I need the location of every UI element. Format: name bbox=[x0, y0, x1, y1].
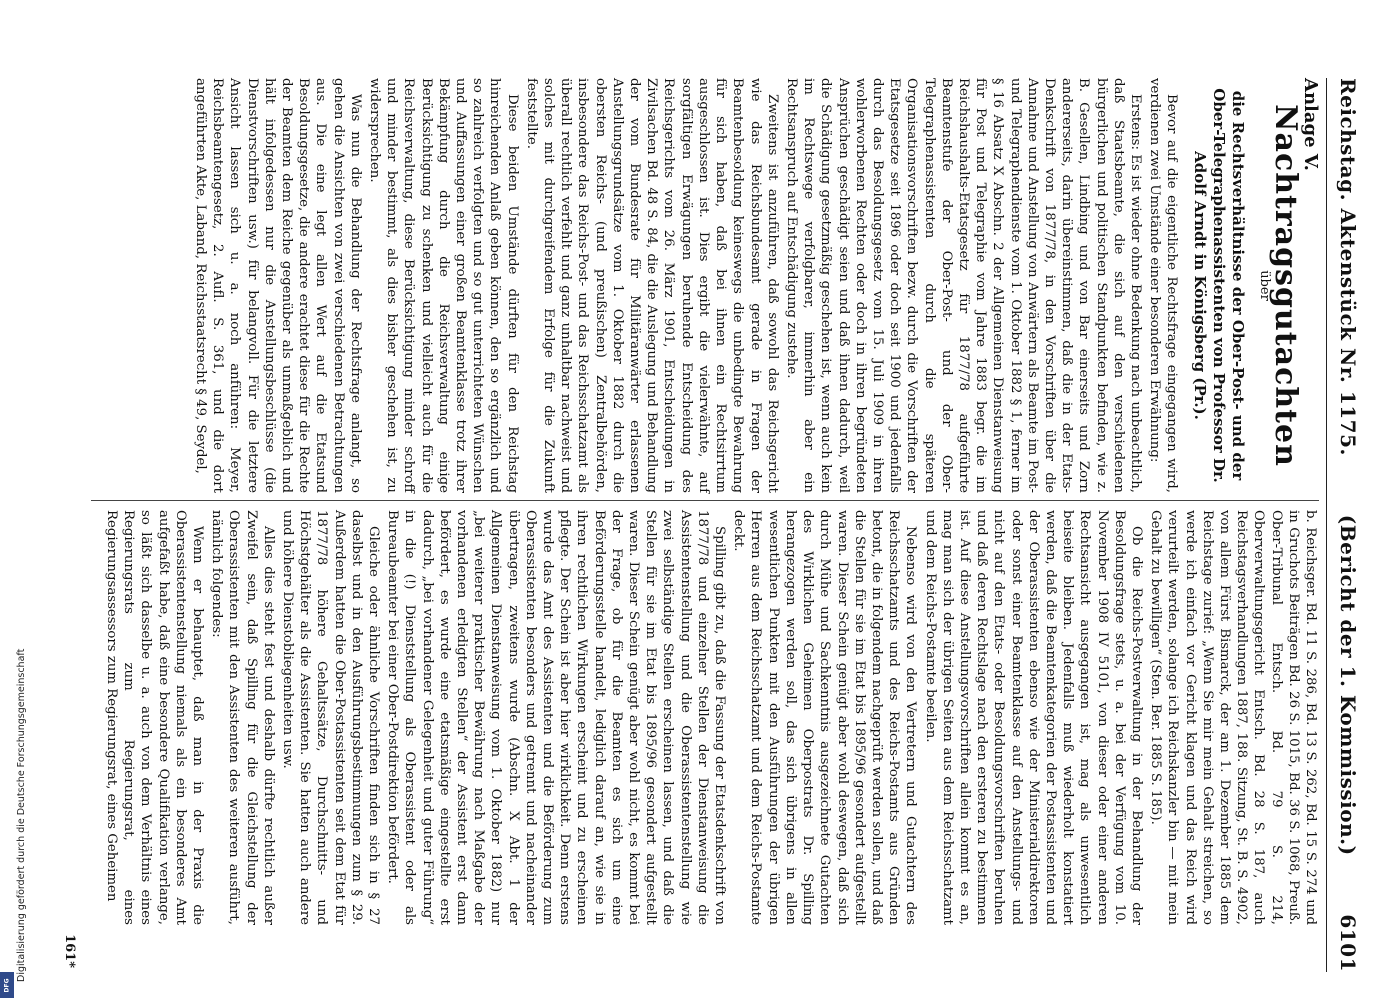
paragraph: Was nun die Behandlung der Rechtsfrage anlangt, so gehen die Ansichten von zwei verschiedenen Betrachtungen aus. Die eine legt allen Wert auf die Etatsund Besoldungsgesetze, die andere erachtet diese für die Rechte der Beamten dem Reiche gegenüber als unmaßgeblich und hält infolgedessen nur die Anstellungsbeschlüsse (die Dienstvorschriften usw.) für belangvoll. Für die letztere Ansicht lassen sich u. a. noch anführen: Meyer, Reichsbeamtengesetz, 2. Aufl. S. 361, und die dort angeführten Akte, Laband, Reichsstaatsrecht § 49, Seydel, bbox=[193, 78, 363, 493]
dfg-logo: DFG bbox=[0, 972, 14, 998]
paragraph: Erstens: Es ist wieder ohne Bedenkung nach unbeachtlich, daß Staatsbeamte, die sich auf den verschiedenen bürgerlichen und politischen Standpunkten befinden, wie z. B. Gesellen, Lindbing und von Bar einerseits und Zorn andererseits, darin übereinstimmen, daß die in der Etats-Denkschrift von 1877/78, in den Vorschriften über die Annahme und Anstellung von Anwärtern als Beamte im Post- und Telegraphendienste vom 1. Oktober 1882 § 1, ferner im § 16 Absatz X Abschn. 2 der Allgemeinen Dienstanweisung für Post und Telegraphie vom Jahre 1883 begr. die im Reichshaushalts-Etatsgesetz für 1877/78 aufgeführte Beamtenstufe der Ober-Post- und der Ober-Telegraphenassistenten durch die späteren Organisationsvorschriften bezw. durch die Vorschriften der Etatsgesetze seit 1896 oder doch seit 1900 und jedenfalls durch das Besoldungsgesetz vom 15. Juli 1909 in ihren wohlerworbenen Rechten oder doch in ihren begründeten Ansprüchen geschädigt seien und daß ihnen dadurch, weil die Schädigung gesetzmäßig geschehen ist, wenn auch kein im Rechtswege verfolgbarer, immerhin aber ein Rechtsanspruch auf Entschädigung zustehe. bbox=[783, 78, 1143, 493]
header-center: (Bericht der 1. Kommission.) bbox=[1336, 514, 1360, 856]
header-rule bbox=[1326, 78, 1327, 972]
paragraph: Gleiche oder ähnliche Vorschriften finden sich in § 27 daselbst und in den Ausführungsbestimmungen zum § 29. Außerdem hatten die Ober-Postassistenten seit dem Etat für 1877/78 höhere Gehaltssätze, Durchschnitts- und Höchstgehälter als die Assistenten. Sie hatten auch andere und höhere Dienstobliegenheiten usw. bbox=[280, 510, 382, 925]
page-header bbox=[1331, 78, 1365, 972]
document-subtitle: die Rechtsverhältnisse der Ober-Post- und der Ober-Telegraphenassistenten von Professor Dr. Adolf Arndt in Königsberg (Pr.). bbox=[1191, 88, 1248, 483]
page-number: 6101 bbox=[1336, 914, 1360, 972]
paragraph: Nebenso wird von den Vertretern und Gutachtern des Reichsschatzamts und des Reichs-Postamts aus Gründen betont, die in folgendem nachgeprüft werden sollen, und daß die Stellen für sie im Etat bis 1895/96 gesondert aufgestellt waren. Dieser Schein genügt aber wohl deswegen, daß sich durch Mühe und Sachkenntnis ausgezeichnete Gutachten des Wirklichen Geheimen Oberpostrats Dr. Spilling herangezogen werden soll, das sich übrigens in allen wesentlichen Punkten mit den Ausführungen der übrigen Herren aus dem Reichsschatzamt und dem Reichs-Postamte deckt. bbox=[731, 510, 919, 925]
paragraph: Alles dies steht fest und deshalb dürfte rechtlich außer Zweifel sein, daß Spilling für die Gleichstellung der Oberassistenten mit den Assistenten des weiteren ausführt, nämlich folgendes: bbox=[209, 510, 276, 925]
paragraph: Diese beiden Umstände dürften für den Reichstag hinreichenden Anlaß geben können, den so ergänzlich und so zahlreich verfolgten und so gut unterrichteten Wünschen und Auffassungen einer großen Beamtenklasse trotz ihrer Bekämpfung durch die Reichsverwaltung einige Berücksichtigung zu schenken und vielleicht auch für die Reichsverwaltung, diese Berücksichtigung minder schroff und minder bestimmt, als dies bisher geschehen ist, zu widersprechen. bbox=[367, 78, 520, 493]
digitization-note bbox=[16, 0, 32, 1000]
paragraph: Spilling gibt zu, daß die Fassung der Etatsdenkschrift von 1877/78 und einzelner Stellen der Dienstanweisung die Assistentenstellung und die Oberassistentenstellung wie zwei selbständige Stellen erscheinen lassen, und daß die Stellen für sie im Etat bis 1895/96 gesondert aufgestellt waren. Dieser Schein genügt aber wohl nicht, es kommt bei der Frage, ob für die Beamten es sich um eine Beförderungsstelle handelt, lediglich darauf an, wie sie in ihren rechtlichen Wirkungen erscheint und zu erscheinen pflegte. Der Schein ist aber hier wirklichkeit. Denn erstens wurde das Amt des Assistenten und die Beförderung zum Oberassistenten besonders und getrennt und nacheinander übertragen, zweitens wurde (Abschn. X Abt. 1 der Allgemeinen Dienstanweisung vom 1. Oktober 1882) nur „bei weiterer praktischer Bewährung nach Maßgabe der vorhandenen erledigten Stellen“ der Assistent erst dann befördert, es wurde eine etatsmäßige eingestellte erst dadurch, „bei vorhandener Gelegenheit und guter Führung“ in die (!) Dienststellung als Oberassistent oder als Bureaubeamter bei einer Ober-Postdirektion befördert. bbox=[385, 510, 728, 925]
digitization-note-text: Digitalisierung gefördert durch die Deutsche Forschungsgemeinschaft bbox=[16, 648, 27, 982]
signature-mark: 161* bbox=[62, 934, 77, 968]
right-column bbox=[91, 510, 1319, 925]
annex-label: Anlage V. bbox=[1300, 78, 1321, 171]
paragraph: Zweitens ist anzuführen, daß sowohl das Reichsgericht wie das Reichsbundesamt gerade in Fragen der Beamtenbesoldung keineswegs die unbedingte Bewahrung für sich haben, daß bei ihnen ein Rechtsirrtum ausgeschlossen ist. Dies ergibt die vielerwähnte, auf sorgfältigen Erwägungen beruhende Entscheidung des Reichsgerichts vom 26. März 1901, Entscheidungen in Zivilsachen Bd. 48 S. 84, die die Auslegung und Behandlung der vom Bundesrate für Militäranwärter erlassenen Anstellungsgrundsätze vom 1. Oktober 1882 durch die obersten Reichs- (und preußischen) Zentralbehörden, insbesondere das Reichs-Post- und das Reichsschatzamt als überall rechtlich verfehlt und ganz unhaltbar nachweist und solches mit durchgreifendem Erfolge für die Zukunft feststellte. bbox=[523, 78, 780, 493]
paragraph: Wenn er behauptet, daß man in der Praxis die Oberassistentenstellung niemals als ein besonderes Amt aufgefaßt habe, daß eine besondere Qualifikation verlange, so läßt sich dasselbe u. a. auch von dem Verhältnis eines Regierungsrats zum Regierungsrat, eines Regierungsassessors zum Regierungsrat, eines Geheimen bbox=[103, 510, 205, 925]
document-title: Nachtragsgutachten bbox=[1267, 104, 1303, 467]
header-left: Reichstag. Aktenstück Nr. 1175. bbox=[1336, 78, 1360, 456]
title-preposition: über bbox=[1256, 270, 1272, 301]
paragraph: Bevor auf die eigentliche Rechtsfrage eingegangen wird, verdienen zwei Umstände einer besonderen Erwähnung: bbox=[1147, 78, 1180, 493]
paragraph: Ob die Reichs-Postverwaltung in der Behandlung der Besoldungsfrage stets, u. a. bei der Verfügung vom 10. November 1908 IV 5101, von dieser oder einer anderen Rechtsansicht ausgegangen ist, mag als unwesentlich beiseite bleiben. Jedenfalls muß wiederholt konstatiert werden, daß die Beamtenkategorien der Postassistenten und der Oberassistenten ebenso wie der Ministerialdirektoren oder sonst einer Beamtenklasse auf den Anstellungs- und nicht auf den Etats- oder Besoldungsvorschriften beruhen und daß deren Rechtslage nach den ersteren zu bestimmen ist. Auf diese Anstellungsvorschriften allein kommt es an, mag man sich der übrigen Seiten aus dem Reichsschatzamt und dem Reichs-Postamte beeilen. bbox=[922, 510, 1144, 925]
paragraph: b. Reichsger. Bd. 11 S. 286, Bd. 13 S. 262, Bd. 15 S. 274 und in Gruchots Beiträgen Bd. 26 S. 1015, Bd. 36 S. 1068, Preuß. Ober-Tribunal Entsch. Bd. 79 S. 214, Oberverwaltungsgericht Entsch. Bd. 28 S. 187, auch Reichstagsverhandlungen 1887, 188. Sitzung, St. B. S. 4902, von allem Fürst Bismarck, der am 1. Dezember 1885 dem Reichstage zurief: „Wenn Sie mir mein Gehalt streichen, so werde ich einfach vor Gericht klagen und das Reich wird verurteilt werden, solange ich Reichskanzler bin — mit mein Gehalt zu bewilligen“ (Sten. Ber. 1885 S. 185). bbox=[1148, 510, 1318, 925]
column-divider bbox=[91, 500, 1319, 501]
left-column bbox=[91, 78, 1319, 493]
